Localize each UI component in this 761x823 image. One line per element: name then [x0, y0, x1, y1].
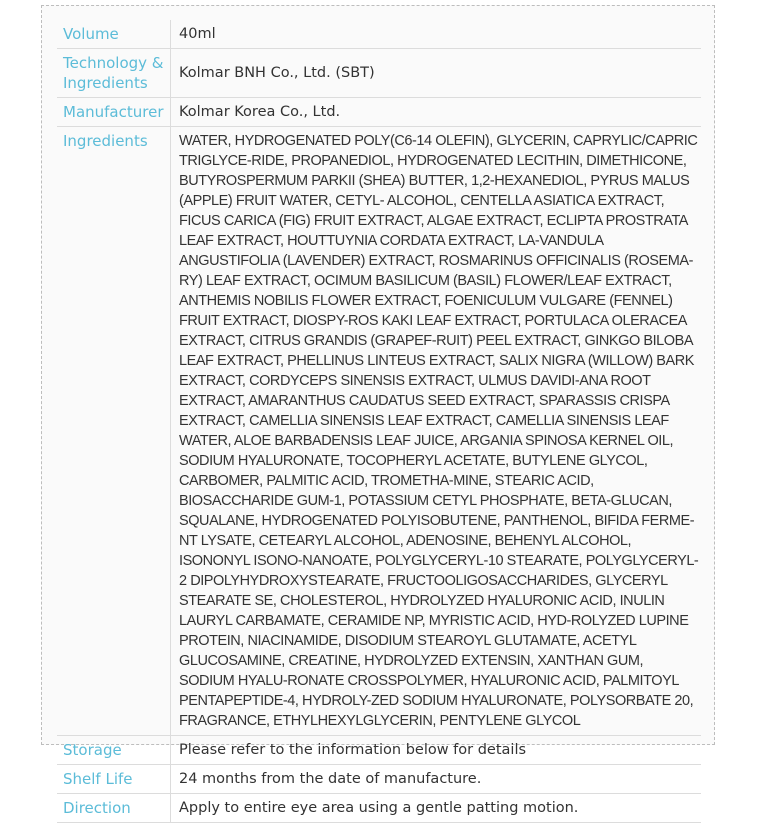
row-storage	[57, 736, 701, 765]
row-direction	[57, 794, 701, 823]
row-ingredients	[57, 127, 701, 736]
value-direction: Apply to entire eye area using a gentle patting motion.	[171, 794, 702, 823]
value-volume: 40ml	[171, 20, 702, 49]
product-info-table	[57, 20, 701, 823]
label-manufacturer: Manufacturer	[57, 98, 171, 127]
row-shelf-life	[57, 765, 701, 794]
row-volume	[57, 20, 701, 49]
label-technology: Technology & Ingredients	[57, 49, 171, 98]
label-ingredients: Ingredients	[57, 127, 171, 736]
label-direction: Direction	[57, 794, 171, 823]
label-volume: Volume	[57, 20, 171, 49]
label-shelf-life: Shelf Life	[57, 765, 171, 794]
value-shelf-life: 24 months from the date of manufacture.	[171, 765, 702, 794]
product-info-panel	[41, 5, 715, 817]
value-storage: Please refer to the information below for details	[171, 736, 702, 765]
label-storage: Storage	[57, 736, 171, 765]
row-manufacturer	[57, 98, 701, 127]
value-manufacturer: Kolmar Korea Co., Ltd.	[171, 98, 702, 127]
row-technology	[57, 49, 701, 98]
value-technology: Kolmar BNH Co., Ltd. (SBT)	[171, 49, 702, 98]
value-ingredients: WATER, HYDROGENATED POLY(C6-14 OLEFIN), GLYCERIN, CAPRYLIC/CAPRIC TRIGLYCE-RIDE, PROPANEDIOL, HYDROGENATED LECITHIN, DIMETHICONE, BUTYROSPERMUM PARKII (SHEA) BUTTER, 1,2-HEXANEDIOL, PYRUS MALUS (APPLE) FRUIT WATER, CETYL- ALCOHOL, CENTELLA ASIATICA EXTRACT, FICUS CARICA (FIG) FRUIT EXTRACT, ALGAE EXTRACT, ECLIPTA PROSTRATA LEAF EXTRACT, HOUTTUYNIA CORDATA EXTRACT, LA-VANDULA ANGUSTIFOLIA (LAVENDER) EXTRACT, ROSMARINUS OFFICINALIS (ROSEMA-RY) LEAF EXTRACT, OCIMUM BASILICUM (BASIL) FLOWER/LEAF EXTRACT, ANTHEMIS NOBILIS FLOWER EXTRACT, FOENICULUM VULGARE (FENNEL) FRUIT EXTRACT, DIOSPY-ROS KAKI LEAF EXTRACT, PORTULACA OLERACEA EXTRACT, CITRUS GRANDIS (GRAPEF-RUIT) PEEL EXTRACT, GINKGO BILOBA LEAF EXTRACT, PHELLINUS LINTEUS EXTRACT, SALIX NIGRA (WILLOW) BARK EXTRACT, CORDYCEPS SINENSIS EXTRACT, ULMUS DAVIDI-ANA ROOT EXTRACT, AMARANTHUS CAUDATUS SEED EXTRACT, SPARASSIS CRISPA EXTRACT, CAMELLIA SINENSIS LEAF EXTRACT, CAMELLIA SINENSIS LEAF WATER, ALOE BARBADENSIS LEAF JUICE, ARGANIA SPINOSA KERNEL OIL, SODIUM HYALURONATE, TOCOPHERYL ACETATE, BUTYLENE GLYCOL, CARBOMER, PALMITIC ACID, TROMETHA-MINE, STEARIC ACID, BIOSACCHARIDE GUM-1, POTASSIUM CETYL PHOSPHATE, BETA-GLUCAN, SQUALANE, HYDROGENATED POLYISOBUTENE, PANTHENOL, BIFIDA FERME-NT LYSATE, CETEARYL ALCOHOL, ADENOSINE, BEHENYL ALCOHOL, ISONONYL ISONO-NANOATE, POLYGLYCERYL-10 STEARATE, POLYGLYCERYL-2 DIPOLYHYDROXYSTEARATE, FRUCTOOLIGOSACCHARIDES, GLYCERYL STEARATE SE, CHOLESTEROL, HYDROLYZED HYALURONIC ACID, INULIN LAURYL CARBAMATE, CERAMIDE NP, MYRISTIC ACID, HYD-ROLYZED LUPINE PROTEIN, NIACINAMIDE, DISODIUM STEAROYL GLUTAMATE, ACETYL GLUCOSAMINE, CREATINE, HYDROLYZED EXTENSIN, XANTHAN GUM, SODIUM HYALU-RONATE CROSSPOLYMER, HYALURONIC ACID, PALMITOYL PENTAPEPTIDE-4, HYDROLY-ZED SODIUM HYALURONATE, POLYSORBATE 20, FRAGRANCE, ETHYLHEXYLGLYCERIN, PENTYLENE GLYCOL	[171, 127, 702, 736]
